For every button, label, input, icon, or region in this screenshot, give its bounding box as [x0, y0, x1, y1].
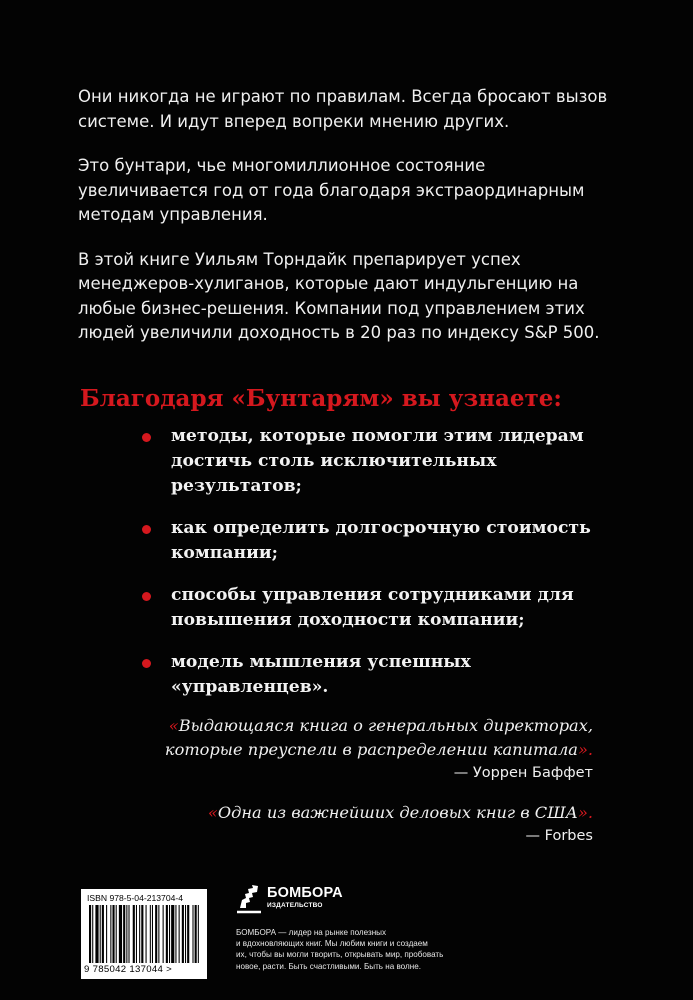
- list-item: [140, 424, 610, 499]
- bullet-dot-icon: [142, 433, 151, 442]
- barcode-digits: 9 785042 137044 >: [84, 964, 173, 975]
- quote-author: — Уоррен Баффет: [453, 765, 593, 781]
- blurb-line: новое, расти. Быть счастливыми. Быть на волне.: [236, 961, 421, 971]
- intro-text: [78, 85, 618, 366]
- benefits-list: [140, 424, 610, 717]
- publisher-blurb: [236, 927, 476, 972]
- quote-close-mark: ».: [577, 740, 593, 759]
- bombora-logo-icon: [236, 884, 264, 914]
- quote-text: Выдающаяся книга о генеральных директорах, которые преуспели в распределении капитала: [164, 716, 593, 759]
- barcode-icon: [89, 905, 201, 963]
- publisher-subtitle: ИЗДАТЕЛЬСТВО: [267, 902, 323, 909]
- benefits-heading: Благодаря «Бунтарям» вы узнаете:: [80, 385, 562, 412]
- quote-close-mark: ».: [577, 803, 593, 822]
- list-item-text: способы управления сотрудниками для повышения доходности компании;: [171, 585, 574, 630]
- blurb-line: БОМБОРА — лидер на рынке полезных: [236, 928, 387, 937]
- quote-open-mark: «: [207, 803, 218, 822]
- publisher-logo: [236, 884, 343, 914]
- blurb-line: их, чтобы вы могли творить, открывать мир, пробовать: [236, 950, 444, 960]
- bullet-dot-icon: [142, 659, 151, 668]
- quote-author: — Forbes: [525, 828, 593, 844]
- barcode-panel: [81, 889, 207, 979]
- list-item-text: методы, которые помогли этим лидерам достичь столь исключительных результатов;: [171, 426, 584, 496]
- list-item: [140, 583, 610, 633]
- publisher-name: БОМБОРА: [267, 885, 343, 901]
- intro-paragraph-3: В этой книге Уильям Торндайк препарирует успех менеджеров-хулиганов, которые дают индульгенцию на любые бизнес-решения. Компании под управлением этих людей увеличили доходность в 20 раз по индексу S&P 500.: [78, 249, 600, 342]
- bullet-dot-icon: [142, 592, 151, 601]
- list-item: [140, 516, 610, 566]
- quote-open-mark: «: [168, 716, 179, 735]
- isbn-number: ISBN 978-5-04-213704-4: [87, 893, 184, 903]
- bullet-dot-icon: [142, 525, 151, 534]
- quote-buffett: [113, 714, 593, 784]
- quote-text: Одна из важнейших деловых книг в США: [217, 803, 578, 822]
- blurb-line: и вдохновляющих книг. Мы любим книги и создаем: [236, 939, 428, 949]
- list-item-text: модель мышления успешных «управленцев».: [171, 652, 471, 697]
- list-item-text: как определить долгосрочную стоимость компании;: [171, 518, 591, 563]
- intro-paragraph-1: Они никогда не играют по правилам. Всегда бросают вызов системе. И идут вперед вопреки мнению других.: [78, 87, 608, 131]
- quote-forbes: [113, 801, 593, 847]
- intro-paragraph-2: Это бунтари, чье многомиллионное состояние увеличивается год от года благодаря экстраординарным методам управления.: [78, 156, 585, 224]
- list-item: [140, 650, 610, 700]
